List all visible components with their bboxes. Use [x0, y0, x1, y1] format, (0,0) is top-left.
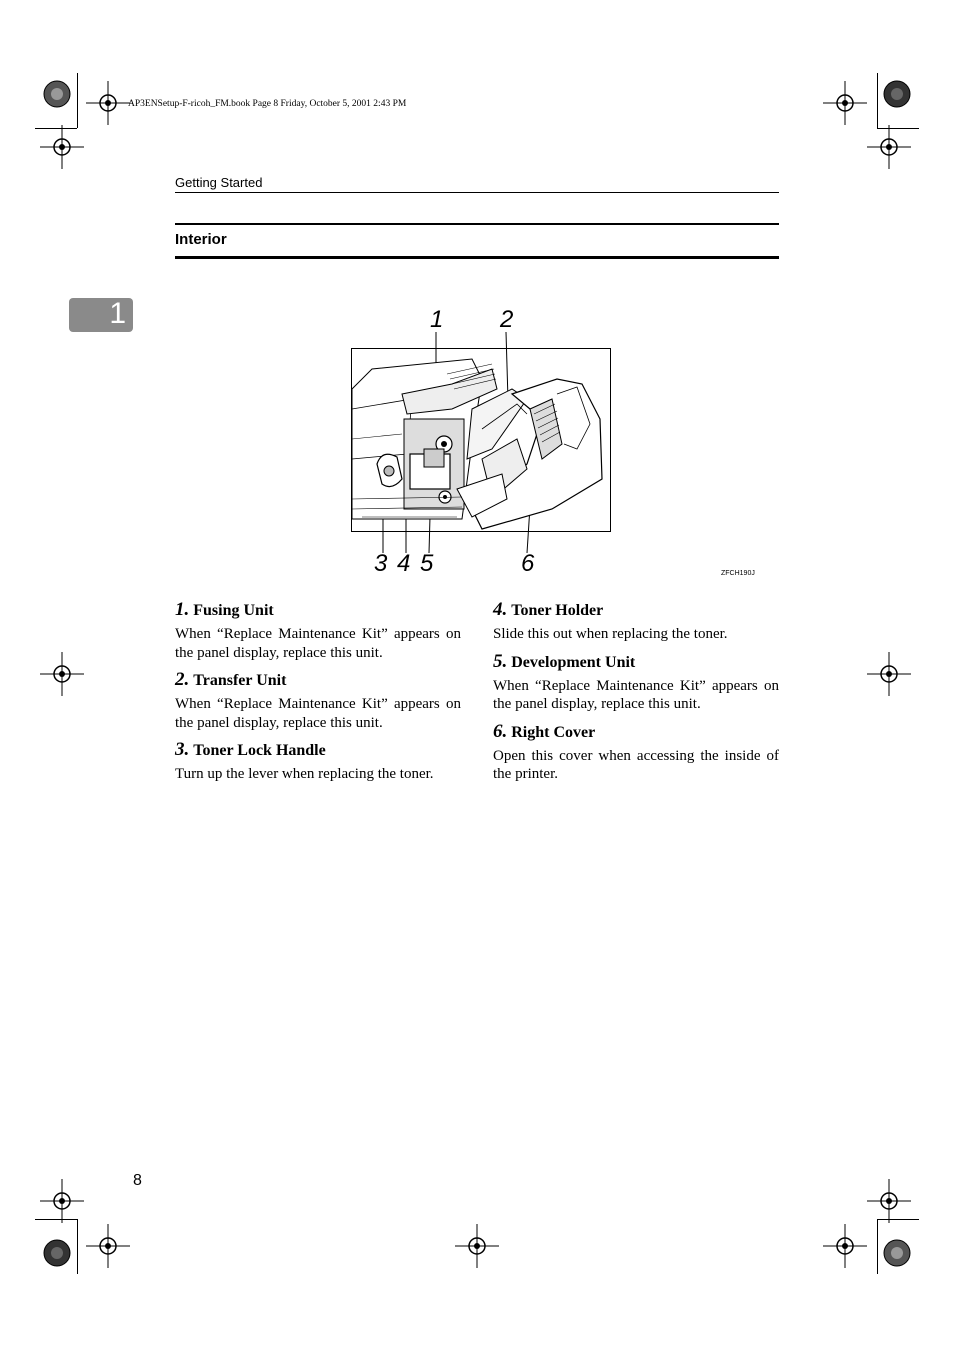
color-registration-disk-icon: [883, 80, 911, 108]
registration-target-icon: [867, 125, 911, 169]
item-number: 4.: [493, 599, 508, 620]
registration-target-icon: [40, 125, 84, 169]
page-number: 8: [133, 1172, 142, 1189]
item-number: 2.: [175, 669, 190, 690]
callout-3: 3: [374, 550, 388, 577]
registration-target-icon: [40, 652, 84, 696]
registration-target-icon: [40, 1179, 84, 1223]
callout-5: 5: [420, 550, 434, 577]
header-rule: [175, 192, 779, 193]
item-transfer-unit: [175, 670, 461, 732]
running-head: Getting Started: [175, 175, 263, 190]
item-number: 5.: [493, 650, 508, 672]
callout-6: 6: [521, 550, 535, 577]
item-description: Turn up the lever when replacing the toner.: [175, 766, 434, 782]
item-toner-holder: [493, 600, 779, 644]
item-description: When “Replace Maintenance Kit” appears on the panel display, replace this unit.: [493, 677, 779, 712]
item-title: Toner Holder: [511, 602, 604, 619]
item-right-cover: [493, 722, 779, 784]
item-description: When “Replace Maintenance Kit” appears on the panel display, replace this unit.: [175, 626, 461, 661]
item-description: Slide this out when replacing the toner.: [493, 626, 728, 642]
figure-code: ZFCH190J: [721, 570, 755, 577]
registration-target-icon: [455, 1224, 499, 1268]
printer-interior-illustration: [351, 348, 611, 532]
registration-target-icon: [86, 1224, 130, 1268]
registration-target-icon: [86, 81, 130, 125]
registration-target-icon: [867, 652, 911, 696]
callout-4: 4: [397, 550, 411, 577]
registration-target-icon: [867, 1179, 911, 1223]
item-title: Toner Lock Handle: [193, 742, 326, 759]
book-slug-line: AP3ENSetup-F-ricoh_FM.book Page 8 Friday, October 5, 2001 2:43 PM: [128, 99, 407, 109]
section-title: Interior: [175, 231, 227, 248]
chapter-number: 1: [109, 297, 126, 330]
item-title: Transfer Unit: [193, 672, 287, 689]
item-number: 6.: [493, 720, 508, 742]
callout-2: 2: [500, 306, 514, 333]
item-description: Open this cover when accessing the inside of the printer.: [493, 747, 779, 782]
color-registration-disk-icon: [43, 1239, 71, 1267]
item-fusing-unit: [175, 600, 461, 662]
color-registration-disk-icon: [43, 80, 71, 108]
item-toner-lock-handle: [175, 740, 461, 784]
item-title: Development Unit: [511, 653, 636, 671]
section-top-rule: [175, 223, 779, 225]
right-column: [493, 600, 779, 792]
item-title: Right Cover: [511, 723, 596, 741]
left-column: [175, 600, 461, 792]
item-title: Fusing Unit: [193, 602, 274, 619]
item-number: 3.: [175, 739, 190, 760]
item-description: When “Replace Maintenance Kit” appears on the panel display, replace this unit.: [175, 696, 461, 731]
item-development-unit: [493, 652, 779, 714]
chapter-tab: [69, 298, 133, 332]
item-number: 1.: [175, 599, 190, 620]
color-registration-disk-icon: [883, 1239, 911, 1267]
registration-target-icon: [823, 81, 867, 125]
registration-target-icon: [823, 1224, 867, 1268]
section-bottom-rule: [175, 256, 779, 259]
callout-1: 1: [430, 306, 444, 333]
